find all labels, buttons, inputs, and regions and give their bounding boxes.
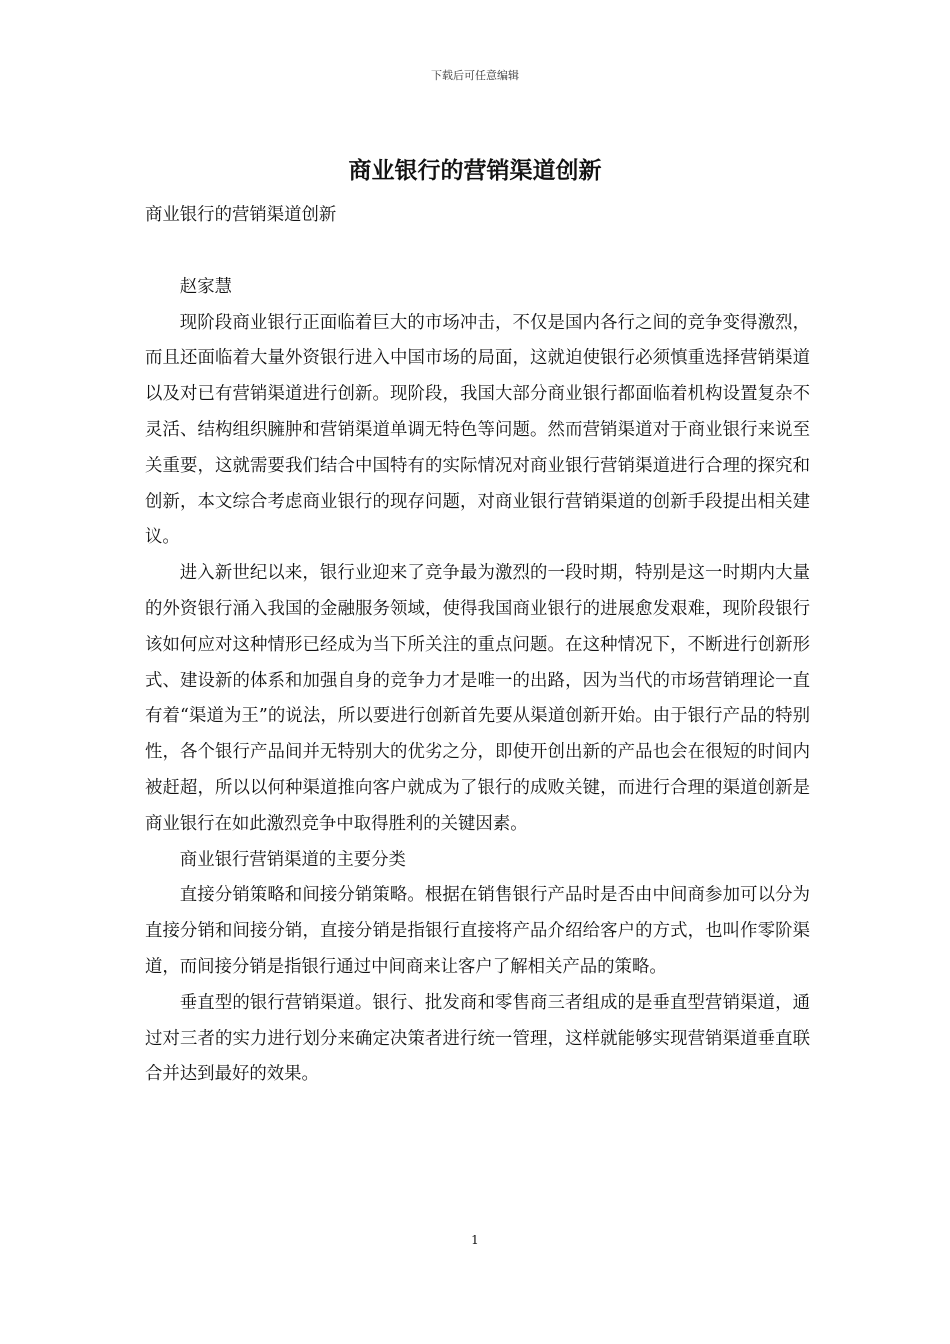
paragraph-1: 现阶段商业银行正面临着巨大的市场冲击，不仅是国内各行之间的竞争变得激烈，而且还面临着大量外资银行进入中国市场的局面，这就迫使银行必须慎重选择营销渠道以及对已有营销渠道进行创新。现阶段，我国大部分商业银行都面临着机构设置复杂不灵活、结构组织臃肿和营销渠道单调无特色等问题。然而营销渠道对于商业银行来说至关重要，这就需要我们结合中国特有的实际情况对商业银行营销渠道进行合理的探究和创新，本文综合考虑商业银行的现存问题，对商业银行营销渠道的创新手段提出相关建议。: [145, 312, 810, 548]
paragraph-4: 垂直型的银行营销渠道。银行、批发商和零售商三者组成的是垂直型营销渠道，通过对三者的实力进行划分来确定决策者进行统一管理，这样就能够实现营销渠道垂直联合并达到最好的效果。: [145, 992, 810, 1085]
header-note: 下载后可任意编辑: [431, 69, 519, 82]
document-body: [145, 198, 810, 1093]
subtitle: 商业银行的营销渠道创新: [145, 205, 337, 225]
author: 赵家慧: [179, 276, 232, 297]
paragraph-2: 进入新世纪以来，银行业迎来了竞争最为激烈的一段时期，特别是这一时期内大量的外资银行涌入我国的金融服务领域，使得我国商业银行的进展愈发艰难，现阶段银行该如何应对这种情形已经成为当下所关注的重点问题。在这种情况下，不断进行创新形式、建设新的体系和加强自身的竞争力才是唯一的出路，因为当代的市场营销理论一直有着“渠道为王”的说法，所以要进行创新首先要从渠道创新开始。由于银行产品的特别性，各个银行产品间并无特别大的优劣之分，即使开创出新的产品也会在很短的时间内被赶超，所以以何种渠道推向客户就成为了银行的成败关键，而进行合理的渠道创新是商业银行在如此激烈竞争中取得胜利的关键因素。: [145, 563, 810, 834]
blank-line: [145, 234, 810, 270]
document-title: 商业银行的营销渠道创新: [348, 158, 602, 184]
page-number: 1: [471, 1233, 479, 1247]
paragraph-3: 直接分销策略和间接分销策略。根据在销售银行产品时是否由中间商参加可以分为直接分销和间接分销，直接分销是指银行直接将产品介绍给客户的方式，也叫作零阶渠道，而间接分销是指银行通过中间商来让客户了解相关产品的策略。: [145, 885, 810, 977]
section-heading: 商业银行营销渠道的主要分类: [179, 849, 406, 870]
